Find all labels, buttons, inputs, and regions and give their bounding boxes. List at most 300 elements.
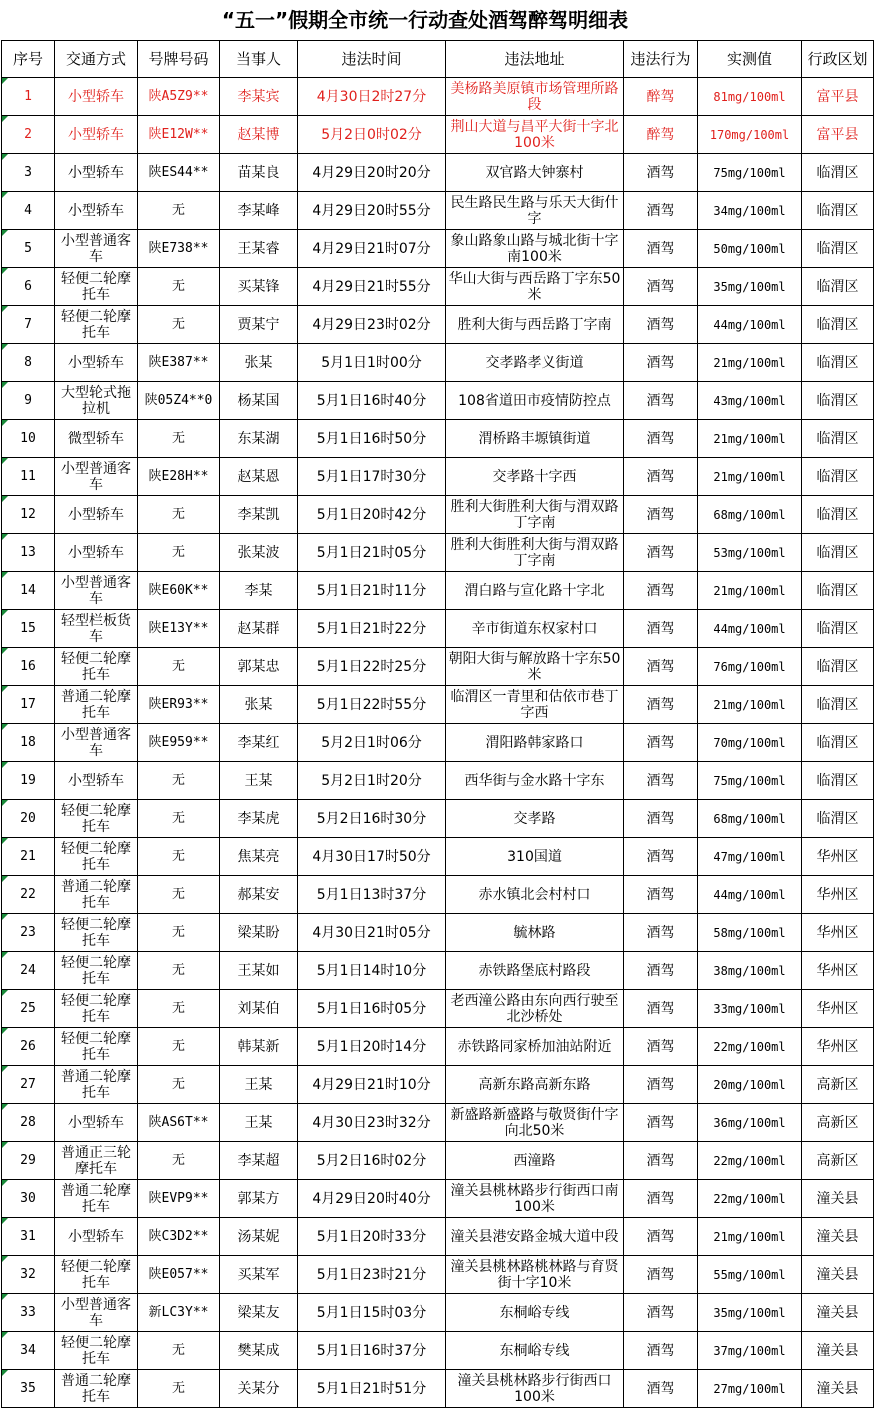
cell-marker-icon <box>2 116 8 122</box>
cell-index <box>2 1066 55 1104</box>
cell-district: 潼关县 <box>802 1332 874 1370</box>
cell-time: 4月29日20时40分 <box>298 1180 446 1218</box>
cell-location: 潼关县桃林路步行街西口南100米 <box>446 1180 624 1218</box>
cell-time: 5月1日17时30分 <box>298 458 446 496</box>
cell-index <box>2 1256 55 1294</box>
cell-vehicle-type: 轻便二轮摩托车 <box>55 990 138 1028</box>
cell-marker-icon <box>2 762 8 768</box>
cell-measured: 21mg/100ml <box>698 420 802 458</box>
cell-index <box>2 952 55 990</box>
cell-party: 杨某国 <box>220 382 298 420</box>
cell-marker-icon <box>2 1180 8 1186</box>
cell-index <box>2 1142 55 1180</box>
cell-index <box>2 230 55 268</box>
cell-marker-icon <box>2 1294 8 1300</box>
cell-marker-icon <box>2 534 8 540</box>
cell-party: 王某 <box>220 1104 298 1142</box>
cell-vehicle-type: 小型轿车 <box>55 116 138 154</box>
cell-marker-icon <box>2 230 8 236</box>
cell-vehicle-type: 轻便二轮摩托车 <box>55 914 138 952</box>
cell-measured: 21mg/100ml <box>698 572 802 610</box>
cell-index-text: 25 <box>20 1000 36 1016</box>
cell-marker-icon <box>2 990 8 996</box>
cell-index-text: 28 <box>20 1114 36 1130</box>
cell-index-text: 12 <box>20 506 36 522</box>
cell-violation: 酒驾 <box>624 1218 698 1256</box>
cell-location: 临渭区一青里和估依市巷丁字西 <box>446 686 624 724</box>
cell-index-text: 10 <box>20 430 36 446</box>
cell-marker-icon <box>2 1370 8 1376</box>
table-row <box>2 458 874 496</box>
cell-plate: 无 <box>138 762 220 800</box>
cell-measured: 75mg/100ml <box>698 154 802 192</box>
table-row <box>2 534 874 572</box>
cell-party: 李某红 <box>220 724 298 762</box>
cell-party: 王某 <box>220 1066 298 1104</box>
cell-district: 华州区 <box>802 990 874 1028</box>
cell-vehicle-type: 小型普通客车 <box>55 230 138 268</box>
cell-time: 4月29日20时55分 <box>298 192 446 230</box>
cell-index <box>2 762 55 800</box>
cell-index-text: 13 <box>20 544 36 560</box>
cell-violation: 酒驾 <box>624 1180 698 1218</box>
cell-index <box>2 1180 55 1218</box>
cell-vehicle-type: 小型轿车 <box>55 344 138 382</box>
cell-plate: 无 <box>138 914 220 952</box>
cell-location: 108省道田市疫情防控点 <box>446 382 624 420</box>
table-row <box>2 1142 874 1180</box>
cell-marker-icon <box>2 1332 8 1338</box>
cell-index-text: 15 <box>20 620 36 636</box>
cell-plate: 无 <box>138 800 220 838</box>
cell-party: 郭某忠 <box>220 648 298 686</box>
cell-measured: 43mg/100ml <box>698 382 802 420</box>
cell-measured: 76mg/100ml <box>698 648 802 686</box>
cell-district: 临渭区 <box>802 800 874 838</box>
cell-vehicle-type: 普通二轮摩托车 <box>55 876 138 914</box>
cell-violation: 酒驾 <box>624 192 698 230</box>
cell-location: 东桐峪专线 <box>446 1332 624 1370</box>
cell-party: 韩某新 <box>220 1028 298 1066</box>
cell-index-text: 5 <box>24 240 32 256</box>
cell-time: 5月1日16时50分 <box>298 420 446 458</box>
cell-index-text: 21 <box>20 848 36 864</box>
col-header-vehicle-type: 交通方式 <box>55 41 138 78</box>
cell-index <box>2 572 55 610</box>
table-row <box>2 496 874 534</box>
cell-vehicle-type: 轻型栏板货车 <box>55 610 138 648</box>
cell-marker-icon <box>2 1256 8 1262</box>
cell-index-text: 19 <box>20 772 36 788</box>
cell-measured: 22mg/100ml <box>698 1180 802 1218</box>
cell-district: 临渭区 <box>802 648 874 686</box>
cell-time: 5月2日1时06分 <box>298 724 446 762</box>
cell-district: 富平县 <box>802 116 874 154</box>
cell-location: 渭桥路丰塬镇街道 <box>446 420 624 458</box>
cell-measured: 27mg/100ml <box>698 1370 802 1408</box>
cell-violation: 酒驾 <box>624 1332 698 1370</box>
cell-time: 4月30日21时05分 <box>298 914 446 952</box>
cell-district: 潼关县 <box>802 1180 874 1218</box>
cell-vehicle-type: 轻便二轮摩托车 <box>55 800 138 838</box>
cell-plate: 无 <box>138 420 220 458</box>
col-header-index: 序号 <box>2 41 55 78</box>
cell-district: 临渭区 <box>802 762 874 800</box>
cell-marker-icon <box>2 572 8 578</box>
cell-vehicle-type: 大型轮式拖拉机 <box>55 382 138 420</box>
cell-vehicle-type: 普通正三轮摩托车 <box>55 1142 138 1180</box>
cell-plate: 无 <box>138 838 220 876</box>
cell-time: 5月1日15时03分 <box>298 1294 446 1332</box>
cell-time: 5月1日13时37分 <box>298 876 446 914</box>
cell-district: 高新区 <box>802 1104 874 1142</box>
cell-marker-icon <box>2 800 8 806</box>
table-row <box>2 952 874 990</box>
cell-vehicle-type: 小型轿车 <box>55 534 138 572</box>
cell-vehicle-type: 小型轿车 <box>55 154 138 192</box>
cell-location: 潼关县桃林路桃林路与育贤街十字10米 <box>446 1256 624 1294</box>
cell-vehicle-type: 小型普通客车 <box>55 458 138 496</box>
cell-violation: 酒驾 <box>624 876 698 914</box>
cell-vehicle-type: 普通二轮摩托车 <box>55 1066 138 1104</box>
cell-violation: 酒驾 <box>624 496 698 534</box>
cell-measured: 36mg/100ml <box>698 1104 802 1142</box>
cell-location: 高新东路高新东路 <box>446 1066 624 1104</box>
cell-index-text: 34 <box>20 1342 36 1358</box>
cell-time: 5月1日21时51分 <box>298 1370 446 1408</box>
cell-violation: 酒驾 <box>624 382 698 420</box>
col-header-district: 行政区划 <box>802 41 874 78</box>
cell-violation: 酒驾 <box>624 230 698 268</box>
cell-measured: 75mg/100ml <box>698 762 802 800</box>
cell-vehicle-type: 小型普通客车 <box>55 1294 138 1332</box>
cell-time: 5月1日22时55分 <box>298 686 446 724</box>
cell-marker-icon <box>2 382 8 388</box>
cell-location: 胜利大街与西岳路丁字南 <box>446 306 624 344</box>
cell-time: 5月2日0时02分 <box>298 116 446 154</box>
cell-violation: 酒驾 <box>624 686 698 724</box>
cell-plate: 无 <box>138 1066 220 1104</box>
cell-index <box>2 838 55 876</box>
cell-marker-icon <box>2 952 8 958</box>
cell-marker-icon <box>2 686 8 692</box>
cell-marker-icon <box>2 1142 8 1148</box>
cell-plate: 陕E13Y** <box>138 610 220 648</box>
table-row <box>2 1256 874 1294</box>
table-row <box>2 344 874 382</box>
table-row <box>2 914 874 952</box>
cell-time: 5月2日16时02分 <box>298 1142 446 1180</box>
cell-district: 临渭区 <box>802 458 874 496</box>
cell-marker-icon <box>2 610 8 616</box>
cell-plate: 无 <box>138 1028 220 1066</box>
cell-marker-icon <box>2 838 8 844</box>
cell-index <box>2 1370 55 1408</box>
cell-index-text: 20 <box>20 810 36 826</box>
cell-party: 买某锋 <box>220 268 298 306</box>
cell-vehicle-type: 轻便二轮摩托车 <box>55 1256 138 1294</box>
cell-index <box>2 686 55 724</box>
cell-index <box>2 610 55 648</box>
cell-party: 贾某宁 <box>220 306 298 344</box>
cell-time: 5月1日1时00分 <box>298 344 446 382</box>
cell-vehicle-type: 小型普通客车 <box>55 572 138 610</box>
cell-measured: 50mg/100ml <box>698 230 802 268</box>
cell-vehicle-type: 轻便二轮摩托车 <box>55 952 138 990</box>
cell-location: 西华街与金水路十字东 <box>446 762 624 800</box>
cell-location: 老西潼公路由东向西行驶至北沙桥处 <box>446 990 624 1028</box>
cell-measured: 34mg/100ml <box>698 192 802 230</box>
cell-index-text: 18 <box>20 734 36 750</box>
cell-measured: 81mg/100ml <box>698 78 802 116</box>
cell-index <box>2 800 55 838</box>
cell-location: 渭阳路韩家路口 <box>446 724 624 762</box>
cell-time: 5月1日22时25分 <box>298 648 446 686</box>
cell-violation: 酒驾 <box>624 1256 698 1294</box>
cell-time: 5月1日20时42分 <box>298 496 446 534</box>
table-row <box>2 1104 874 1142</box>
cell-plate: 陕ER93** <box>138 686 220 724</box>
cell-district: 高新区 <box>802 1142 874 1180</box>
cell-index <box>2 1294 55 1332</box>
cell-district: 临渭区 <box>802 686 874 724</box>
cell-measured: 68mg/100ml <box>698 800 802 838</box>
cell-vehicle-type: 小型轿车 <box>55 1218 138 1256</box>
col-header-plate: 号牌号码 <box>138 41 220 78</box>
cell-index-text: 33 <box>20 1304 36 1320</box>
cell-district: 临渭区 <box>802 572 874 610</box>
cell-index <box>2 1218 55 1256</box>
cell-violation: 酒驾 <box>624 838 698 876</box>
cell-index-text: 9 <box>24 392 32 408</box>
cell-plate: 陕E738** <box>138 230 220 268</box>
cell-measured: 44mg/100ml <box>698 610 802 648</box>
cell-violation: 酒驾 <box>624 154 698 192</box>
cell-location: 潼关县港安路金城大道中段 <box>446 1218 624 1256</box>
table-row <box>2 648 874 686</box>
cell-location: 辛市街道东权家村口 <box>446 610 624 648</box>
cell-measured: 21mg/100ml <box>698 344 802 382</box>
cell-party: 张某 <box>220 344 298 382</box>
cell-vehicle-type: 小型普通客车 <box>55 724 138 762</box>
cell-marker-icon <box>2 496 8 502</box>
cell-district: 高新区 <box>802 1066 874 1104</box>
violations-table <box>1 40 874 1408</box>
table-row <box>2 762 874 800</box>
cell-district: 临渭区 <box>802 610 874 648</box>
cell-district: 潼关县 <box>802 1256 874 1294</box>
cell-plate: 无 <box>138 952 220 990</box>
cell-time: 4月29日23时02分 <box>298 306 446 344</box>
cell-plate: 无 <box>138 268 220 306</box>
cell-party: 焦某亮 <box>220 838 298 876</box>
cell-party: 赵某博 <box>220 116 298 154</box>
cell-index <box>2 1332 55 1370</box>
cell-violation: 酒驾 <box>624 1370 698 1408</box>
cell-violation: 酒驾 <box>624 952 698 990</box>
cell-plate: 新LC3Y** <box>138 1294 220 1332</box>
cell-marker-icon <box>2 1066 8 1072</box>
cell-measured: 70mg/100ml <box>698 724 802 762</box>
cell-index-text: 8 <box>24 354 32 370</box>
cell-measured: 44mg/100ml <box>698 306 802 344</box>
cell-location: 交孝路十字西 <box>446 458 624 496</box>
cell-plate: 无 <box>138 496 220 534</box>
cell-time: 5月1日16时37分 <box>298 1332 446 1370</box>
cell-measured: 58mg/100ml <box>698 914 802 952</box>
cell-index-text: 1 <box>24 88 32 104</box>
cell-violation: 酒驾 <box>624 610 698 648</box>
cell-vehicle-type: 轻便二轮摩托车 <box>55 648 138 686</box>
cell-plate: 陕E12W** <box>138 116 220 154</box>
cell-party: 李某凯 <box>220 496 298 534</box>
cell-time: 5月2日1时20分 <box>298 762 446 800</box>
cell-index-text: 6 <box>24 278 32 294</box>
cell-location: 胜利大街胜利大街与渭双路丁字南 <box>446 534 624 572</box>
cell-marker-icon <box>2 306 8 312</box>
cell-violation: 酒驾 <box>624 1066 698 1104</box>
cell-plate: 无 <box>138 990 220 1028</box>
table-row <box>2 800 874 838</box>
cell-party: 苗某良 <box>220 154 298 192</box>
cell-measured: 47mg/100ml <box>698 838 802 876</box>
cell-party: 李某峰 <box>220 192 298 230</box>
cell-measured: 33mg/100ml <box>698 990 802 1028</box>
cell-time: 5月1日16时05分 <box>298 990 446 1028</box>
cell-index-text: 23 <box>20 924 36 940</box>
cell-district: 潼关县 <box>802 1294 874 1332</box>
cell-index <box>2 154 55 192</box>
cell-location: 新盛路新盛路与敬贤街什字向北50米 <box>446 1104 624 1142</box>
cell-location: 310国道 <box>446 838 624 876</box>
cell-measured: 68mg/100ml <box>698 496 802 534</box>
cell-plate: 陕E057** <box>138 1256 220 1294</box>
cell-violation: 酒驾 <box>624 1028 698 1066</box>
cell-district: 临渭区 <box>802 382 874 420</box>
cell-plate: 陕E387** <box>138 344 220 382</box>
table-row <box>2 192 874 230</box>
cell-plate: 陕AS6T** <box>138 1104 220 1142</box>
cell-index-text: 4 <box>24 202 32 218</box>
cell-district: 华州区 <box>802 952 874 990</box>
cell-violation: 酒驾 <box>624 344 698 382</box>
cell-measured: 21mg/100ml <box>698 458 802 496</box>
cell-location: 美杨路美原镇市场管理所路段 <box>446 78 624 116</box>
cell-time: 5月1日14时10分 <box>298 952 446 990</box>
cell-plate: 无 <box>138 1142 220 1180</box>
cell-index <box>2 382 55 420</box>
cell-district: 华州区 <box>802 876 874 914</box>
cell-location: 象山路象山路与城北街十字南100米 <box>446 230 624 268</box>
cell-vehicle-type: 轻便二轮摩托车 <box>55 838 138 876</box>
cell-violation: 酒驾 <box>624 306 698 344</box>
cell-time: 5月2日16时30分 <box>298 800 446 838</box>
cell-district: 临渭区 <box>802 724 874 762</box>
cell-index <box>2 78 55 116</box>
cell-index-text: 26 <box>20 1038 36 1054</box>
cell-violation: 醉驾 <box>624 78 698 116</box>
cell-marker-icon <box>2 914 8 920</box>
col-header-time: 违法时间 <box>298 41 446 78</box>
cell-index-text: 24 <box>20 962 36 978</box>
cell-violation: 酒驾 <box>624 914 698 952</box>
page-title: “五一”假期全市统一行动查处酒驾醉驾明细表 <box>221 8 629 32</box>
cell-party: 赵某群 <box>220 610 298 648</box>
cell-violation: 酒驾 <box>624 1142 698 1180</box>
table-row <box>2 1370 874 1408</box>
cell-violation: 酒驾 <box>624 534 698 572</box>
table-row <box>2 78 874 116</box>
cell-violation: 酒驾 <box>624 1104 698 1142</box>
cell-measured: 22mg/100ml <box>698 1028 802 1066</box>
table-row <box>2 838 874 876</box>
cell-index <box>2 458 55 496</box>
cell-measured: 55mg/100ml <box>698 1256 802 1294</box>
cell-marker-icon <box>2 78 8 84</box>
cell-index <box>2 990 55 1028</box>
cell-district: 富平县 <box>802 78 874 116</box>
cell-party: 买某军 <box>220 1256 298 1294</box>
cell-index <box>2 116 55 154</box>
table-row <box>2 1028 874 1066</box>
col-header-violation: 违法行为 <box>624 41 698 78</box>
cell-measured: 170mg/100ml <box>698 116 802 154</box>
cell-party: 郭某方 <box>220 1180 298 1218</box>
cell-violation: 酒驾 <box>624 724 698 762</box>
cell-party: 王某如 <box>220 952 298 990</box>
table-row <box>2 1180 874 1218</box>
cell-district: 华州区 <box>802 914 874 952</box>
cell-party: 刘某伯 <box>220 990 298 1028</box>
cell-index-text: 7 <box>24 316 32 332</box>
table-row <box>2 876 874 914</box>
cell-party: 汤某妮 <box>220 1218 298 1256</box>
cell-district: 临渭区 <box>802 192 874 230</box>
cell-vehicle-type: 小型轿车 <box>55 192 138 230</box>
cell-measured: 21mg/100ml <box>698 686 802 724</box>
cell-vehicle-type: 小型轿车 <box>55 78 138 116</box>
cell-marker-icon <box>2 420 8 426</box>
cell-plate: 无 <box>138 1370 220 1408</box>
cell-location: 赤铁路堡底村路段 <box>446 952 624 990</box>
cell-measured: 20mg/100ml <box>698 1066 802 1104</box>
cell-time: 4月29日21时10分 <box>298 1066 446 1104</box>
cell-location: 潼关县桃林路步行街西口100米 <box>446 1370 624 1408</box>
cell-party: 樊某成 <box>220 1332 298 1370</box>
cell-index-text: 32 <box>20 1266 36 1282</box>
cell-index <box>2 420 55 458</box>
cell-marker-icon <box>2 876 8 882</box>
cell-index <box>2 914 55 952</box>
cell-location: 朝阳大街与解放路十字东50米 <box>446 648 624 686</box>
cell-vehicle-type: 普通二轮摩托车 <box>55 1180 138 1218</box>
cell-marker-icon <box>2 648 8 654</box>
table-row <box>2 306 874 344</box>
cell-location: 毓林路 <box>446 914 624 952</box>
table-row <box>2 268 874 306</box>
cell-marker-icon <box>2 268 8 274</box>
cell-violation: 酒驾 <box>624 990 698 1028</box>
cell-party: 郝某安 <box>220 876 298 914</box>
cell-time: 4月30日23时32分 <box>298 1104 446 1142</box>
cell-location: 赤水镇北会村村口 <box>446 876 624 914</box>
cell-plate: 无 <box>138 876 220 914</box>
cell-party: 梁某盼 <box>220 914 298 952</box>
cell-index <box>2 496 55 534</box>
cell-location: 荆山大道与昌平大街十字北100米 <box>446 116 624 154</box>
cell-vehicle-type: 小型轿车 <box>55 1104 138 1142</box>
table-row <box>2 382 874 420</box>
